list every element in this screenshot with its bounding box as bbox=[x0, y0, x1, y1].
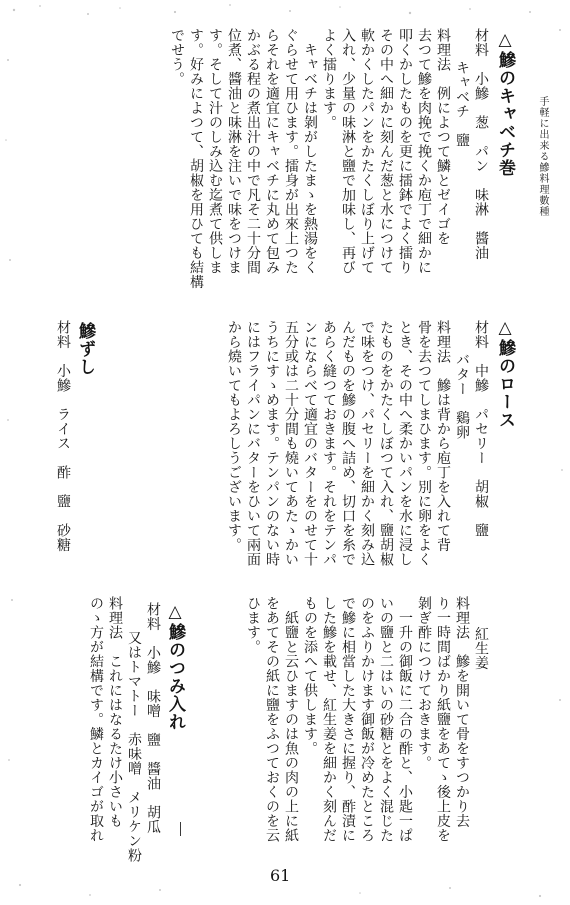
section-title-fishballs: △鰺のつみ入れ bbox=[165, 602, 185, 731]
body-line: 材料 小鰺 味噌 鹽 醬油 胡瓜 bbox=[145, 602, 161, 834]
body-line: とき、その中へ柔かいパンを水に浸し bbox=[397, 320, 413, 567]
body-line: 一升の御飯に二合の酢と、小匙一ぱ bbox=[397, 596, 413, 843]
body-line: ものを添へて供します。 bbox=[302, 596, 318, 756]
body-line: 軟かくしたパンをかたくしぼり上げて bbox=[359, 28, 375, 275]
body-line: り一時間ばかり紙鹽をあてゝ後上皮を bbox=[435, 596, 451, 843]
body-line: らそれを適宜にキャベチに丸めて包み bbox=[264, 28, 280, 275]
body-line: 叩くかしたものを更に擂鉢でよく擂り bbox=[397, 28, 413, 275]
body-line: 料理法 鰺は背から庖丁を入れて背 bbox=[435, 320, 451, 552]
body-line: 去つて鰺を肉挽で挽くか庖丁で細かに bbox=[416, 28, 432, 275]
body-line: をあてその紙に鹽をふつておくのを云 bbox=[264, 596, 280, 843]
body-line: その中へ細かに刻んだ葱と水につけて bbox=[378, 28, 394, 275]
gutter-mark bbox=[180, 822, 181, 836]
body-line: 入れ、少量の味淋と鹽で加味し、再び bbox=[340, 28, 356, 275]
body-line: で味をつけ、パセリーを細かく刻み込 bbox=[359, 320, 375, 567]
section-title-cabbage-roll: △鰺のキャベチ巻 bbox=[495, 30, 515, 177]
body-line: 料理法 例によつて鱗とゼイゴを bbox=[435, 28, 451, 246]
body-line: ひます。 bbox=[245, 596, 261, 654]
body-line: よく擂ります。 bbox=[321, 28, 337, 130]
section-title-roast: △鰺のロース bbox=[495, 318, 515, 429]
body-line: ぐらせて用ひます。擂身が出來上つた bbox=[283, 28, 299, 275]
page-number: 61 bbox=[270, 866, 291, 885]
body-line: 紙鹽と云ひますのは魚の肉の上に紙 bbox=[283, 596, 299, 843]
section-title-sushi: 鰺ずし bbox=[75, 322, 95, 376]
body-line: 又はトマトー 赤味噌 メリケン粉 bbox=[126, 616, 142, 863]
body-line: から燒いてもよろしうございます。 bbox=[226, 320, 242, 552]
body-line: いの鹽と二はいの砂糖とをよく混じた bbox=[378, 596, 394, 843]
body-line: キャベチ 鹽 bbox=[454, 46, 470, 148]
body-line: キャベチは剝がしたまゝを熱湯をく bbox=[302, 28, 318, 275]
body-line: 料理法 これにはなるたけ小さいも bbox=[107, 596, 123, 828]
body-line: 材料 中鰺 パセリー 胡椒 鹽 bbox=[473, 320, 489, 538]
body-line: でせう。 bbox=[169, 28, 185, 86]
body-line: で鰺に相當した大きさに握り、酢漬に bbox=[340, 596, 356, 843]
body-line: 紅生姜 bbox=[473, 612, 489, 670]
running-header: 手軽に出来る鰺料理數種 bbox=[537, 96, 548, 217]
body-line: たものをかたくしぼつて入れ、鹽胡椒 bbox=[378, 320, 394, 567]
body-line: バター 鷄卵 bbox=[454, 338, 470, 440]
body-line: す。そして汁のしみ込む迄煮て供しま bbox=[207, 28, 223, 275]
body-line: 材料 小鰺 葱 パン 味淋 醬油 bbox=[473, 28, 489, 260]
body-line: にはフライパンにバターをひいて兩面 bbox=[245, 320, 261, 567]
body-line: かぶる程の煮出汁の中で凡そ二十分間 bbox=[245, 28, 261, 275]
body-line: のをふりかけます御飯が冷めたところ bbox=[359, 596, 375, 843]
body-line: あらく縫つておきます。それをテンパ bbox=[321, 320, 337, 567]
body-line: 料理法 鰺を開いて骨をすつかり去 bbox=[454, 596, 470, 828]
body-line: 骨を去つてしまひます。別に卵をよく bbox=[416, 320, 432, 567]
body-line: うちにすゝめます。テンパンのない時 bbox=[264, 320, 280, 567]
body-line: 剝ぎ酢につけておきます。 bbox=[416, 596, 432, 770]
body-line: した鰺を載せ、紅生姜を細かく刻んだ bbox=[321, 596, 337, 843]
body-line: す。好みによつて、胡椒を用ひても結構 bbox=[188, 28, 204, 289]
body-line: 位煮、醬油と味淋を注いで味をつけま bbox=[226, 28, 242, 275]
body-line: ンにならべて適宜のバターをのせて十 bbox=[302, 320, 318, 567]
body-line: のゝ方が結構です。鱗とカイゴが取れ bbox=[88, 596, 104, 843]
body-line: んだものを鰺の腹へ詰め、切口を糸で bbox=[340, 320, 356, 567]
body-line: 五分或は二十分間も燒いてあたゝかい bbox=[283, 320, 299, 567]
body-line: 材料 小鰺 ライス 酢 鹽 砂糖 bbox=[55, 320, 71, 552]
